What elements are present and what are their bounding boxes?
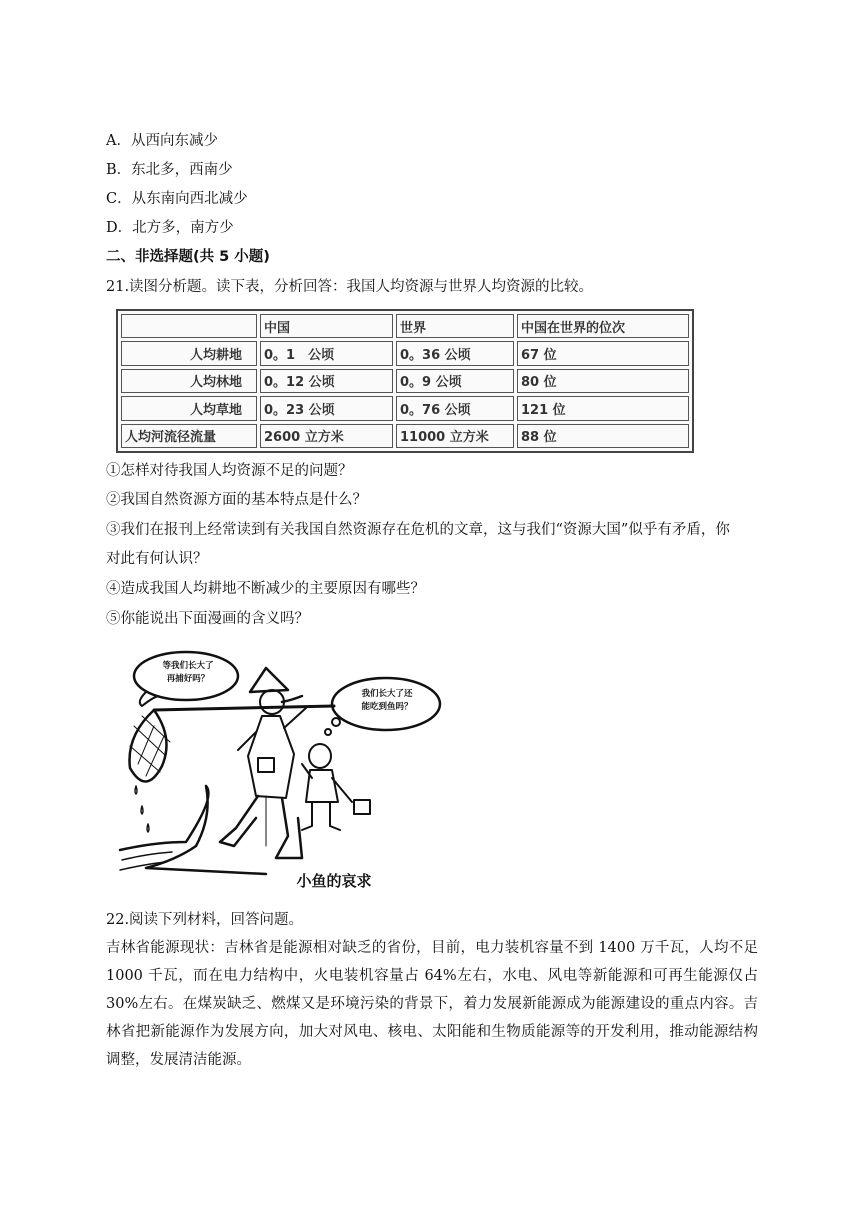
option-b: B．东北多，西南少: [106, 162, 233, 178]
q22-material: [106, 934, 758, 1074]
table-header-cell: 世界: [396, 314, 514, 338]
q22-material-text: 吉林省能源现状：吉林省是能源相对缺乏的省份，目前，电力装机容量不到 1400 万千瓦，人均不足 1000 千瓦，而在电力结构中，火电装机容量占 64%左右，水电、风电等新能源和可再生能源仅占 30%左右。在煤炭缺乏、燃煤又是环境污染的背景下，着力发展新能源成为能源建设的重点内容。吉林省把新能源作为发展方向，加大对风电、核电、太阳能和生物质能源等的开发利用，推动能源结构调整，发展清洁能源。: [106, 940, 758, 1068]
resource-comparison-table: [116, 309, 694, 453]
q21-question-3-cont: 对此有何认识？: [106, 551, 208, 567]
table-header-row: [121, 314, 689, 338]
table-cell: 11000 立方米: [396, 424, 514, 448]
cartoon-figure: [116, 646, 444, 892]
q21-question-2: ②我国自然资源方面的基本特点是什么？: [106, 492, 367, 508]
table-cell: 0。76 公顷: [396, 396, 514, 420]
left-bubble-line: 等我们长大了: [162, 661, 214, 671]
table-row: [121, 424, 689, 448]
option-d: D．北方多，南方少: [106, 220, 234, 236]
q21-question-3: ③我们在报刊上经常读到有关我国自然资源存在危机的文章，这与我们“资源大国”似乎有矛盾，你: [106, 522, 730, 538]
table-cell: 人均耕地: [121, 341, 257, 365]
table-cell: 88 位: [517, 424, 689, 448]
cartoon-caption: 小鱼的哀求: [296, 872, 372, 890]
table-header-cell: [121, 314, 257, 338]
table-header-cell: 中国在世界的位次: [517, 314, 689, 338]
right-bubble-text: [350, 688, 424, 714]
left-bubble-text: [156, 660, 220, 686]
table-cell: 0。12 公顷: [260, 369, 393, 393]
table-cell: 0。1 公顷: [260, 341, 393, 365]
table-cell: 人均河流径流量: [121, 424, 257, 448]
table-cell: 67 位: [517, 341, 689, 365]
q21-stem: 21.读图分析题。读下表，分析回答：我国人均资源与世界人均资源的比较。: [106, 279, 594, 295]
left-bubble-line: 再捕好吗？: [166, 674, 210, 684]
right-bubble-line: 能吃到鱼吗？: [361, 702, 413, 712]
table-cell: 0。36 公顷: [396, 341, 514, 365]
table-cell: 80 位: [517, 369, 689, 393]
table-cell: 121 位: [517, 396, 689, 420]
table-row: [121, 396, 689, 420]
right-bubble-line: 我们长大了还: [361, 689, 413, 699]
table-cell: 人均林地: [121, 369, 257, 393]
q22-stem: 22.阅读下列材料，回答问题。: [106, 912, 304, 928]
option-c: C．从东南向西北减少: [106, 191, 248, 207]
table-cell: 人均草地: [121, 396, 257, 420]
section-title: 二、非选择题(共 5 小题): [106, 249, 270, 265]
table-cell: 0。9 公顷: [396, 369, 514, 393]
table-cell: 2600 立方米: [260, 424, 393, 448]
q21-question-5: ⑤你能说出下面漫画的含义吗？: [106, 611, 309, 627]
table-row: [121, 341, 689, 365]
option-a: A．从西向东减少: [106, 133, 218, 149]
table-row: [121, 369, 689, 393]
q21-question-1: ①怎样对待我国人均资源不足的问题？: [106, 463, 353, 479]
table-cell: 0。23 公顷: [260, 396, 393, 420]
table-header-cell: 中国: [260, 314, 393, 338]
q21-question-4: ④造成我国人均耕地不断减少的主要原因有哪些？: [106, 581, 425, 597]
